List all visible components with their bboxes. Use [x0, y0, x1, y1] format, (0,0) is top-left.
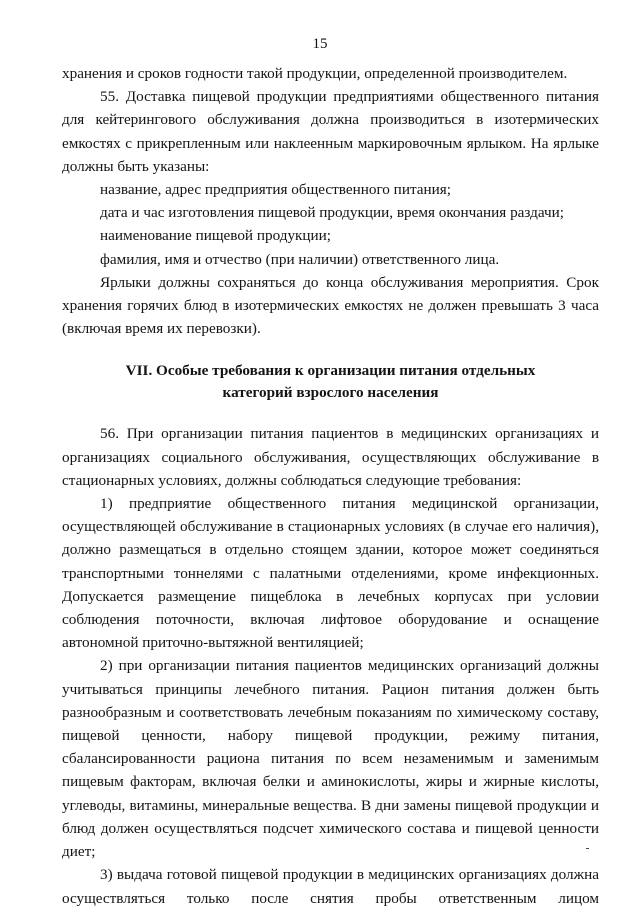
label-item-product-name: наименование пищевой продукции; [100, 227, 332, 245]
page-number: 15 [312, 36, 328, 52]
document-body [62, 62, 599, 910]
requirement-1: 1) предприятие общественного питания медицинской организации, осуществляющей обслуживание в стационарных условиях (в случае его наличия), должно размещаться в отдельно стоящем здании, которое может соединяться транспортными тоннелями с палатными отделениями, кроме инфекционных. Допускается размещение пищеблока в лечебных корпусах при условии соблюдения поточности, включая лифтовое оборудование и оснащение автономной приточно-вытяжной вентиляцией; [62, 495, 599, 652]
section-heading: VII. Особые требования к организации питания отдельных категорий взрослого населения [125, 362, 536, 402]
label-item-datetime: дата и час изготовления пищевой продукции, время окончания раздачи; [100, 204, 564, 222]
label-item-responsible-person: фамилия, имя и отчество (при наличии) ответственного лица. [100, 250, 500, 268]
paragraph-labels-storage: Ярлыки должны сохраняться до конца обслуживания мероприятия. Срок хранения горячих блюд в изотермических емкостях не должен превышать 3 часа (включая время их перевозки). [62, 273, 599, 338]
label-item-name-address: название, адрес предприятия общественного питания; [100, 181, 451, 199]
scan-mark [586, 848, 589, 849]
requirement-3: 3) выдача готовой пищевой продукции в медицинских организациях должна осуществляться только после снятия пробы ответственным лицом [62, 866, 599, 907]
paragraph-continuation: хранения и сроков годности такой продукции, определенной производителем. [62, 65, 568, 82]
paragraph-55: 55. Доставка пищевой продукции предприятиями общественного питания для кейтерингового обслуживания должна производиться в изотермических емкостях с прикрепленным или наклеенным маркировочным ярлыком. На ярлыке должны быть указаны: [62, 88, 599, 175]
paragraph-56: 56. При организации питания пациентов в медицинских организациях и организациях социального обслуживания, осуществляющих обслуживание в стационарных условиях, должны соблюдаться следующие требования: [62, 425, 599, 489]
requirement-2: 2) при организации питания пациентов медицинских организаций должны учитываться принципы лечебного питания. Рацион питания должен быть разнообразным и соответствовать лечебным показаниям по химическому составу, пищевой ценности, набору пищевой продукции, режиму питания, сбалансированности рациона питания по всем незаменимым и заменимым пищевым факторам, включая белки и аминокислоты, жиры и жирные кислоты, углеводы, витамины, минеральные вещества. В дни замены пищевой продукции и блюд должен осуществляться подсчет химического состава и пищевой ценности диет; [62, 657, 599, 861]
